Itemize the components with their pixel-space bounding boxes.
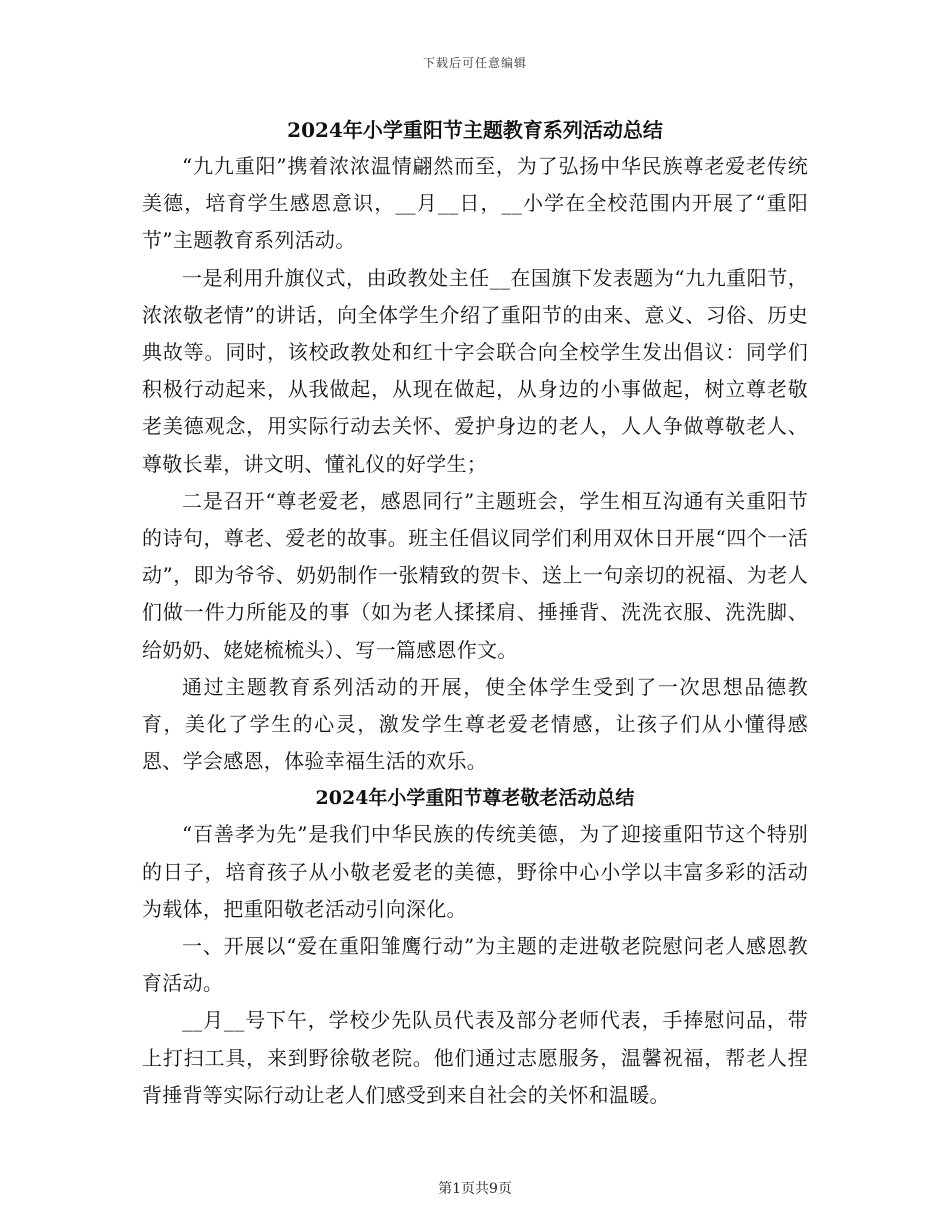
body-paragraph: 一、开展以“爱在重阳雏鹰行动”为主题的走进敬老院慰问老人感恩教育活动。 bbox=[142, 934, 808, 996]
body-paragraph: “百善孝为先”是我们中华民族的传统美德，为了迎接重阳节这个特别的日子，培育孩子从小敬老爱老的美德，野徐中心小学以丰富多彩的活动为载体，把重阳敬老活动引向深化。 bbox=[142, 822, 808, 921]
body-paragraph: 通过主题教育系列活动的开展，使全体学生受到了一次思想品德教育，美化了学生的心灵，激发学生尊老爱老情感，让孩子们从小懂得感恩、学会感恩，体验幸福生活的欢乐。 bbox=[142, 674, 808, 774]
body-paragraph: “九九重阳”携着浓浓温情翩然而至，为了弘扬中华民族尊老爱老传统美德，培育学生感恩意识，__月__日，__小学在全校范围内开展了“重阳节”主题教育系列活动。 bbox=[142, 154, 808, 253]
page-header: 下载后可任意编辑 bbox=[422, 56, 527, 70]
body-paragraph: 二是召开“尊老爱老，感恩同行”主题班会，学生相互沟通有关重阳节的诗句，尊老、爱老的故事。班主任倡议同学们利用双休日开展“四个一活动”，即为爷爷、奶奶制作一张精致的贺卡、送上一句亲切的祝福、为老人们做一件力所能及的事（如为老人揉揉肩、捶捶背、洗洗衣服、洗洗脚、给奶奶、姥姥梳梳头）、写一篇感恩作文。 bbox=[142, 488, 808, 662]
body-paragraph: 一是利用升旗仪式，由政教处主任__在国旗下发表题为“九九重阳节，浓浓敬老情”的讲话，向全体学生介绍了重阳节的由来、意义、习俗、历史典故等。同时，该校政教处和红十字会联合向全校学生发出倡议：同学们积极行动起来，从我做起，从现在做起，从身边的小事做起，树立尊老敬老美德观念，用实际行动去关怀、爱护身边的老人，人人争做尊敬老人、尊敬长辈，讲文明、懂礼仪的好学生； bbox=[142, 265, 808, 476]
section-title: 2024年小学重阳节尊老敬老活动总结 bbox=[315, 787, 635, 810]
page-footer: 第1页共9页 bbox=[438, 1181, 512, 1197]
section-title: 2024年小学重阳节主题教育系列活动总结 bbox=[287, 118, 663, 142]
body-paragraph: __月__号下午，学校少先队员代表及部分老师代表，手捧慰问品，带上打扫工具，来到野徐敬老院。他们通过志愿服务，温馨祝福，帮老人捏背捶背等实际行动让老人们感受到来自社会的关怀和温暖。 bbox=[142, 1008, 808, 1107]
document-body bbox=[142, 112, 808, 1114]
